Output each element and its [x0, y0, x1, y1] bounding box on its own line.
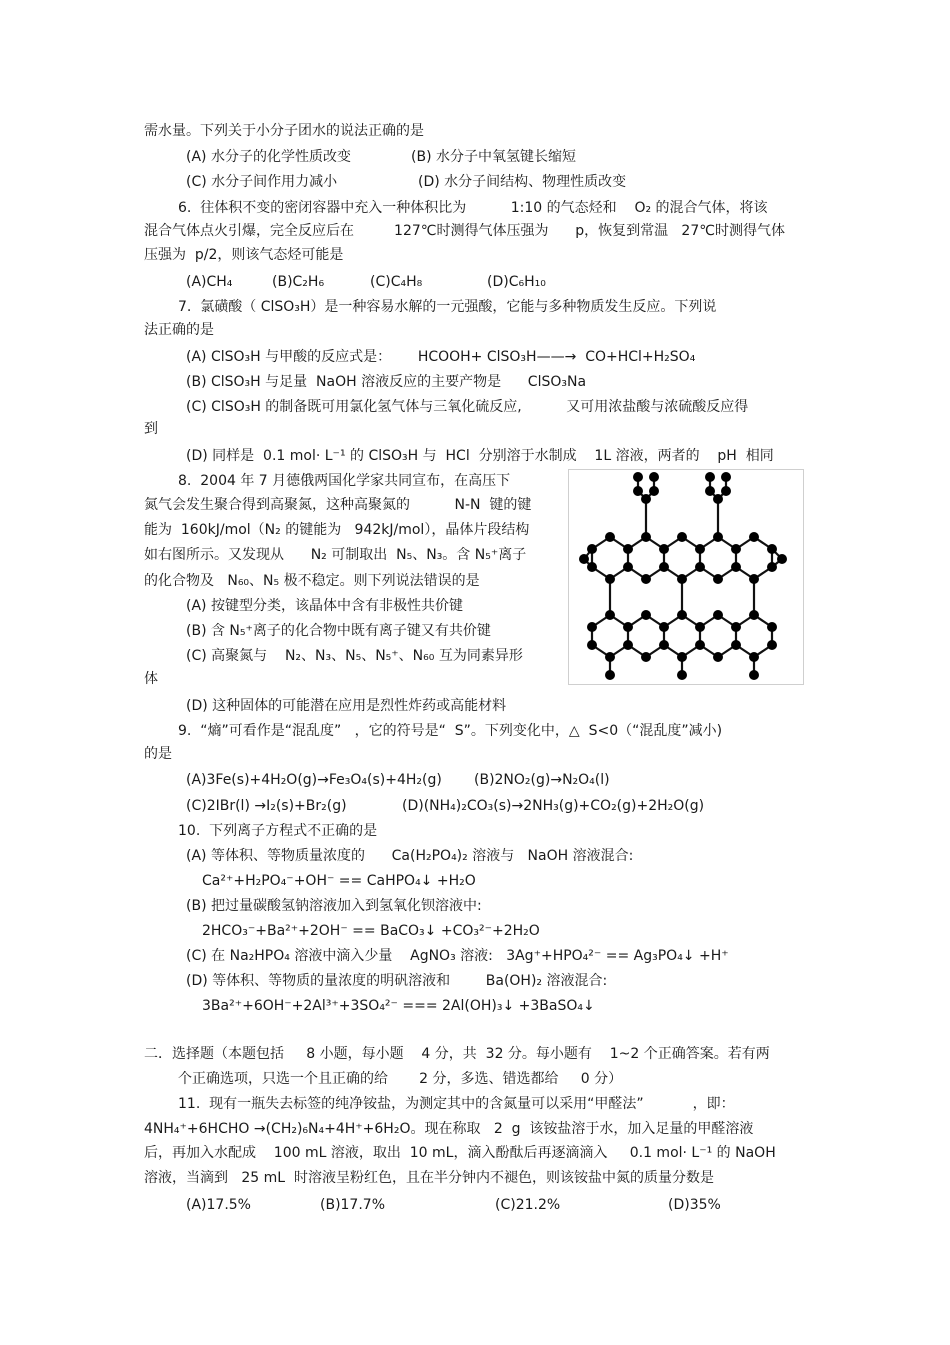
text-line: 法正确的是 — [144, 322, 214, 338]
question-10: 10. 下列离子方程式不正确的是 — [178, 823, 378, 839]
option-a: (A)17.5% — [186, 1197, 251, 1213]
equation: 2HCO₃⁻+Ba²⁺+2OH⁻ == BaCO₃↓ +CO₃²⁻+2H₂O — [202, 923, 540, 939]
text-line: 能为 160kJ/mol（N₂ 的键能为 942kJ/mol），晶体片段结构 — [144, 522, 530, 538]
option-c: (C) 在 Na₂HPO₄ 溶液中滴入少量 AgNO₃ 溶液: 3Ag⁺+HPO₄²⁻ == Ag₃PO₄↓ +H⁺ — [186, 948, 729, 964]
option-a: (A) 等体积、等物质量浓度的 Ca(H₂PO₄)₂ 溶液与 NaOH 溶液混合: — [186, 848, 634, 864]
crystal-structure-figure — [568, 469, 804, 685]
question-8: 8. 2004 年 7 月德俄两国化学家共同宣布，在高压下 — [178, 473, 511, 489]
text-line: 后，再加入水配成 100 mL 溶液，取出 10 mL，滴入酚酞后再逐滴滴入 0.1 mol· L⁻¹ 的 NaOH — [144, 1145, 776, 1161]
option-c: (C)C₄H₈ — [370, 274, 423, 290]
question-9: 9. “熵”可看作是“混乱度” ，它的符号是“ S”。下列变化中，△ S<0（“混乱度”减小) — [178, 723, 723, 739]
text-line: 如右图所示。又发现从 N₂ 可制取出 N₅、N₃。含 N₅⁺离子 — [144, 547, 527, 563]
text-line: 压强为 p/2，则该气态烃可能是 — [144, 247, 344, 263]
option-c: (C)21.2% — [495, 1197, 561, 1213]
option-b: (B) ClSO₃H 与足量 NaOH 溶液反应的主要产物是 ClSO₃Na — [186, 374, 587, 390]
option-d: (D)C₆H₁₀ — [487, 274, 546, 290]
text-line: 个正确选项，只选一个且正确的给 2 分，多选、错选都给 0 分） — [178, 1071, 623, 1087]
text-line: 4NH₄⁺+6HCHO →(CH₂)₆N₄+4H⁺+6H₂O。现在称取 2 g 该铵盐溶于水，加入足量的甲醛溶液 — [144, 1121, 754, 1137]
option-d: (D)35% — [668, 1197, 721, 1213]
question-6: 6. 往体积不变的密闭容器中充入一种体积比为 1:10 的气态烃和 O₂ 的混合气体，将该 — [178, 200, 768, 216]
option-b: (B)2NO₂(g)→N₂O₄(l) — [474, 772, 610, 788]
question-7: 7. 氯磺酸（ ClSO₃H）是一种容易水解的一元强酸，它能与多种物质发生反应。下列说 — [178, 299, 717, 315]
option-b: (B)C₂H₆ — [272, 274, 325, 290]
equation: 3Ba²⁺+6OH⁻+2Al³⁺+3SO₄²⁻ === 2Al(OH)₃↓ +3BaSO₄↓ — [202, 998, 595, 1014]
text-line: 需水量。下列关于小分子团水的说法正确的是 — [144, 123, 424, 139]
text-line: 氮气会发生聚合得到高聚氮，这种高聚氮的 N-N 键的键 — [144, 497, 532, 513]
option-a: (A) 水分子的化学性质改变 — [186, 149, 351, 165]
section-heading: 二．选择题（本题包括 8 小题，每小题 4 分，共 32 分。每小题有 1~2 个正确答案。若有两 — [144, 1046, 770, 1062]
option-d: (D)(NH₄)₂CO₃(s)→2NH₃(g)+CO₂(g)+2H₂O(g) — [402, 798, 705, 814]
option-d: (D) 同样是 0.1 mol· L⁻¹ 的 ClSO₃H 与 HCl 分别溶于水制成 1L 溶液，两者的 pH 相同 — [186, 448, 774, 464]
option-c: (C) 水分子间作用力减小 — [186, 174, 338, 190]
option-a: (A)3Fe(s)+4H₂O(g)→Fe₃O₄(s)+4H₂(g) — [186, 772, 442, 788]
text-line: 到 — [144, 421, 158, 437]
option-b: (B) 含 N₅⁺离子的化合物中既有离子键又有共价键 — [186, 623, 491, 639]
option-b: (B) 水分子中氧氢键长缩短 — [411, 149, 576, 165]
text-line: 体 — [144, 671, 158, 687]
question-11: 11. 现有一瓶失去标签的纯净铵盐，为测定其中的含氮量可以采用“甲醛法” ，即： — [178, 1096, 735, 1112]
option-c: (C) 高聚氮与 N₂、N₃、N₅、N₅⁺、N₆₀ 互为同素异形 — [186, 648, 523, 664]
option-b: (B)17.7% — [320, 1197, 386, 1213]
option-d: (D) 水分子间结构、物理性质改变 — [418, 174, 627, 190]
text-line: 的化合物及 N₆₀、N₅ 极不稳定。则下列说法错误的是 — [144, 573, 480, 589]
option-d: (D) 这种固体的可能潜在应用是烈性炸药或高能材料 — [186, 698, 507, 714]
text-line: 的是 — [144, 746, 172, 762]
option-b: (B) 把过量碳酸氢钠溶液加入到氢氧化钡溶液中: — [186, 898, 482, 914]
option-c: (C) ClSO₃H 的制备既可用氯化氢气体与三氧化硫反应, 又可用浓盐酸与浓硫酸反应得 — [186, 399, 749, 415]
text-line: 混合气体点火引爆，完全反应后在 127℃时测得气体压强为 p，恢复到常温 27℃时测得气体 — [144, 223, 785, 239]
equation: Ca²⁺+H₂PO₄⁻+OH⁻ == CaHPO₄↓ +H₂O — [202, 873, 476, 889]
option-a: (A)CH₄ — [186, 274, 233, 290]
option-d: (D) 等体积、等物质的量浓度的明矾溶液和 Ba(OH)₂ 溶液混合: — [186, 973, 608, 989]
option-c: (C)2IBr(l) →I₂(s)+Br₂(g) — [186, 798, 347, 814]
text-line: 溶液，当滴到 25 mL 时溶液呈粉红色，且在半分钟内不褪色，则该铵盐中氮的质量分数是 — [144, 1170, 714, 1186]
option-a: (A) ClSO₃H 与甲酸的反应式是： HCOOH+ ClSO₃H——→ CO+HCl+H₂SO₄ — [186, 349, 696, 365]
option-a: (A) 按键型分类，该晶体中含有非极性共价键 — [186, 598, 463, 614]
